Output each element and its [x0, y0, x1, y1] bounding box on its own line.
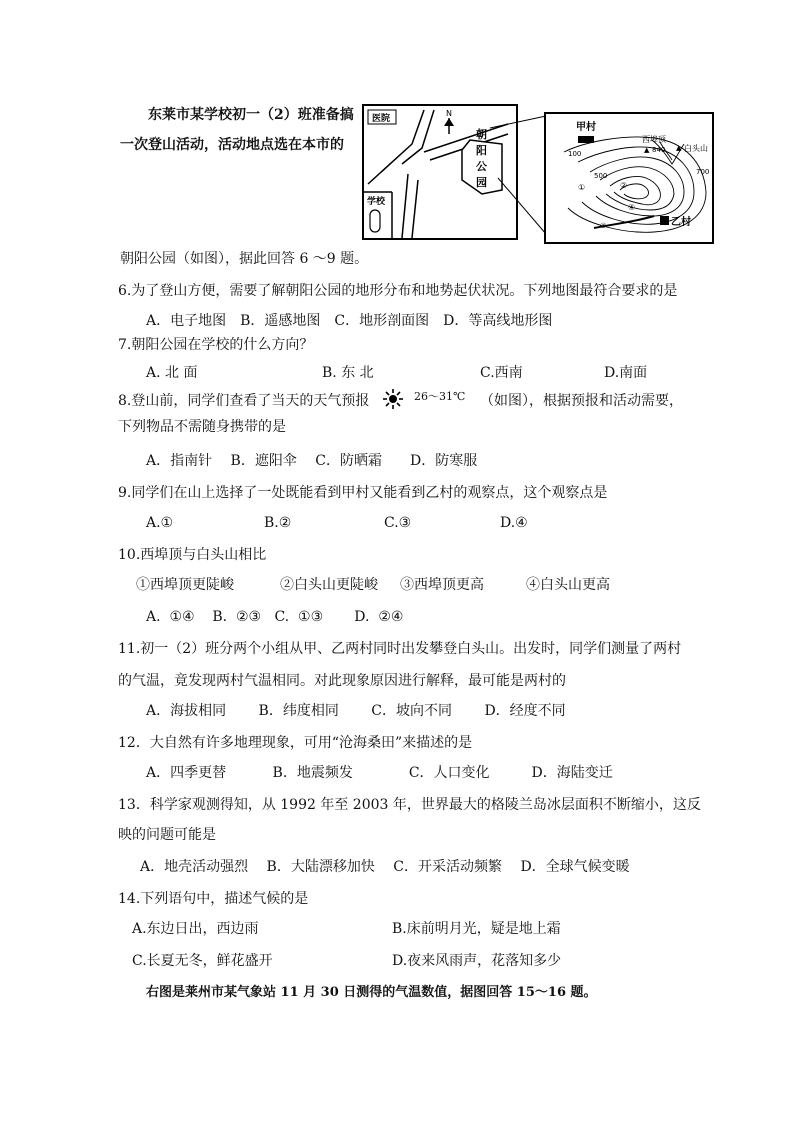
q9-option-c: C.③ — [384, 515, 412, 531]
q8-temperature: 26～31℃ — [414, 390, 466, 403]
map-connector — [490, 108, 550, 244]
q8-options: A．指南针 B．遮阳伞 C．防晒霜 D．防寒服 — [146, 453, 478, 469]
q10-statement-2: ②白头山更陡峻 — [280, 577, 378, 593]
observation-point-4: ④ — [628, 203, 636, 212]
q8-stem-2: 下列物品不需随身携带的是 — [118, 419, 286, 435]
outro-text: 右图是莱州市某气象站 11 月 30 日测得的气温数值，据图回答 15～16 题。 — [146, 985, 597, 1000]
contour-map — [544, 112, 714, 244]
q10-stem: 10.西埠顶与白头山相比 — [118, 547, 267, 563]
q9-stem: 9.同学们在山上选择了一处既能看到甲村又能看到乙村的观察点，这个观察点是 — [118, 485, 608, 501]
q8-stem-start: 8.登山前，同学们查看了当天的天气预报 — [118, 393, 370, 409]
peak-west-label: 西埠顶 — [642, 135, 666, 144]
q7-option-a: A. 北 面 — [146, 365, 198, 381]
park-char-2: 阳 — [476, 144, 487, 157]
school-label: 学校 — [367, 197, 386, 207]
q9-option-a: A.① — [146, 515, 174, 531]
q14-option-b: B.床前明月光，疑是地上霜 — [392, 921, 561, 937]
contour-100-label: 100 — [568, 150, 582, 158]
q14-stem: 14.下列语句中，描述气候的是 — [118, 891, 309, 907]
q9-option-b: B.② — [264, 515, 292, 531]
peak-west-marker-icon: ▲ — [644, 146, 650, 154]
q11-stem-1: 11.初一（2）班分两个小组从甲、乙两村同时出发攀登白头山。出发时，同学们测量了两村 — [118, 641, 682, 657]
q13-stem-2: 映的问题可能是 — [118, 827, 216, 843]
q10-statement-4: ④白头山更高 — [526, 577, 610, 593]
park-char-1: 朝 — [476, 128, 487, 141]
village-b-marker — [660, 216, 669, 225]
q14-option-d: D.夜来风雨声，花落知多少 — [392, 953, 562, 969]
observation-point-3: ③ — [600, 222, 607, 230]
q8-stem-end: （如图），根据预报和活动需要， — [480, 393, 683, 409]
contour-700-label: 700 — [696, 168, 710, 176]
peak-white-marker-icon: ▲ — [676, 144, 682, 152]
q7-stem: 7.朝阳公园在学校的什么方向？ — [118, 337, 314, 353]
observation-point-1: ① — [578, 183, 586, 192]
observation-point-2: ② — [620, 181, 628, 190]
q7-option-b: B. 东 北 — [322, 365, 374, 381]
q6-stem: 6.为了登山方便，需要了解朝阳公园的地形分布和地势起伏状况。下列地图最符合要求的是 — [118, 283, 678, 299]
q7-option-d: D.南面 — [604, 365, 648, 381]
q10-statement-1: ①西埠顶更陡峻 — [136, 577, 234, 593]
peak-west-elevation: 840 — [652, 146, 666, 154]
intro-line-1: 东莱市某学校初一（2）班准备搞 — [148, 107, 354, 123]
intro-line-3: 朝阳公园（如图），据此回答 6 ～9 题。 — [120, 251, 369, 267]
school-field — [370, 210, 380, 232]
sun-icon — [382, 388, 404, 410]
peak-white-label: 白头山 — [684, 144, 708, 153]
village-a-marker — [578, 136, 594, 143]
contour-500-label: 500 — [594, 172, 608, 180]
q10-statement-3: ③西埠顶更高 — [400, 577, 484, 593]
q14-option-c: C.长夏无冬，鲜花盛开 — [132, 953, 273, 969]
park-char-4: 园 — [476, 176, 487, 189]
hospital-label: 医院 — [372, 114, 391, 124]
q12-stem: 12．大自然有许多地理现象，可用“沧海桑田”来描述的是 — [118, 735, 473, 751]
q11-stem-2: 的气温，竟发现两村气温相同。对此现象原因进行解释，最可能是两村的 — [118, 673, 566, 689]
q10-options: A. ①④ B. ②③ C. ①③ D. ②④ — [146, 609, 404, 625]
q14-option-a: A.东边日出，西边雨 — [132, 921, 259, 937]
q12-options: A．四季更替 B．地震频发 C．人口变化 D．海陆变迁 — [146, 765, 613, 781]
village-b-label: 乙村 — [671, 217, 691, 228]
q6-options: A．电子地图 B．遥感地图 C．地形剖面图 D．等高线地形图 — [146, 313, 553, 329]
north-label: N — [446, 109, 452, 118]
q11-options: A．海拔相同 B．纬度相同 C．坡向不同 D．经度不同 — [146, 703, 566, 719]
village-a-label: 甲村 — [576, 122, 596, 133]
q7-option-c: C.西南 — [480, 365, 523, 381]
q13-options: A．地壳活动强烈 B．大陆漂移加快 C．开采活动频繁 D．全球气候变暖 — [140, 859, 630, 875]
park-char-3: 公 — [476, 160, 487, 173]
intro-line-2: 一次登山活动，活动地点选在本市的 — [120, 137, 344, 153]
q9-option-d: D.④ — [500, 515, 528, 531]
q13-stem-1: 13．科学家观测得知，从 1992 年至 2003 年，世界最大的格陵兰岛冰层面积不断缩小，这反 — [118, 797, 701, 813]
